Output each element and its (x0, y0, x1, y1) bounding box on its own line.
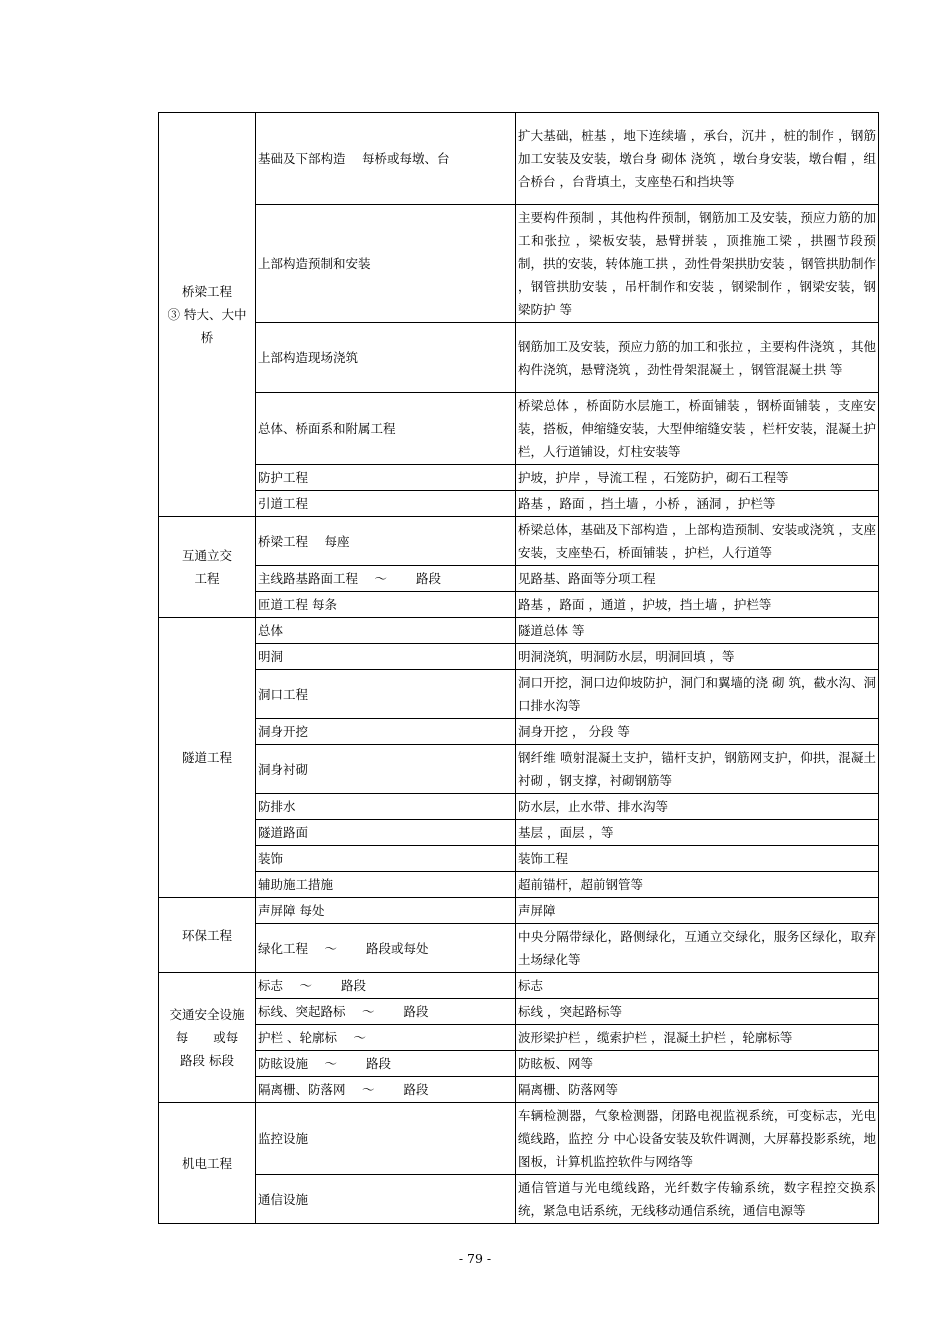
table-row (159, 973, 879, 999)
subitem-name: 隧道路面 (256, 820, 516, 846)
subitem-name: 监控设施 (256, 1103, 516, 1175)
table-row (159, 491, 879, 517)
subitem-name: 上部构造预制和安装 (256, 205, 516, 323)
table-row (159, 670, 879, 719)
subitem-name: 标线、突起路标 ～ 路段 (256, 999, 516, 1025)
subitem-description: 车辆检测器，气象检测器，闭路电视监视系统，可变标志，光电缆线路，监控 分 中心设备安装及软件调测，大屏幕投影系统，地图板，计算机监控软件与网络等 (516, 1103, 879, 1175)
work-breakdown-table (158, 112, 879, 1224)
subitem-description: 路基 ，路面 ，挡土墙 ，小桥 ，涵洞 ，护栏等 (516, 491, 879, 517)
subitem-name: 绿化工程 ～ 路段或每处 (256, 924, 516, 973)
subitem-description: 桥梁总体 ，桥面防水层施工，桥面铺装 ，钢桥面铺装 ，支座安装，搭板，伸缩缝安装，大型伸缩缝安装 ，栏杆安装，混凝土护栏，人行道铺设，灯柱安装等 (516, 393, 879, 465)
subitem-description: 装饰工程 (516, 846, 879, 872)
subitem-description: 护坡，护岸 ，导流工程 ，石笼防护，砌石工程等 (516, 465, 879, 491)
subitem-description: 洞口开挖，洞口边仰坡防护，洞门和翼墙的浇 砌 筑，截水沟、洞口排水沟等 (516, 670, 879, 719)
subitem-description: 洞身开挖 ， 分段 等 (516, 719, 879, 745)
subitem-description: 钢筋加工及安装，预应力筋的加工和张拉 ，主要构件浇筑 ，其他构件浇筑，悬臂浇筑 ，劲性骨架混凝土 ，钢管混凝土拱 等 (516, 323, 879, 393)
table-row (159, 999, 879, 1025)
subitem-name: 辅助施工措施 (256, 872, 516, 898)
category-cell (159, 113, 256, 517)
subitem-name: 通信设施 (256, 1175, 516, 1224)
subitem-description: 声屏障 (516, 898, 879, 924)
table-row (159, 745, 879, 794)
category-label: 桥 (200, 330, 214, 345)
category-label: 桥梁工程 (181, 284, 232, 299)
table-row (159, 898, 879, 924)
subitem-description: 防水层，止水带、排水沟等 (516, 794, 879, 820)
subitem-name: 洞口工程 (256, 670, 516, 719)
subitem-name: 基础及下部构造 每桥或每墩、台 (256, 113, 516, 205)
subitem-description: 明洞浇筑，明洞防水层，明洞回填 ，等 (516, 644, 879, 670)
subitem-description: 见路基、路面等分项工程 (516, 566, 879, 592)
subitem-description: 基层 ，面层 ，等 (516, 820, 879, 846)
subitem-name: 声屏障 每处 (256, 898, 516, 924)
subitem-name: 标志 ～ 路段 (256, 973, 516, 999)
subitem-description: 隔离栅、防落网等 (516, 1077, 879, 1103)
subitem-name: 引道工程 (256, 491, 516, 517)
subitem-name: 桥梁工程 每座 (256, 517, 516, 566)
subitem-description: 路基 ，路面 ，通道 ，护坡，挡土墙 ，护栏等 (516, 592, 879, 618)
table-body (159, 113, 879, 1224)
subitem-description: 隧道总体 等 (516, 618, 879, 644)
table-row (159, 1175, 879, 1224)
category-cell (159, 898, 256, 973)
category-label: 路段 标段 (180, 1053, 234, 1068)
subitem-name: 防护工程 (256, 465, 516, 491)
category-label: 隧道工程 (181, 750, 232, 765)
subitem-name: 防眩设施 ～ 路段 (256, 1051, 516, 1077)
category-label: 每 或每 (175, 1030, 239, 1045)
table-row (159, 113, 879, 205)
table-row (159, 719, 879, 745)
subitem-name: 总体 (256, 618, 516, 644)
table-row (159, 1103, 879, 1175)
table-row (159, 517, 879, 566)
subitem-description: 通信管道与光电缆线路，光纤数字传输系统，数字程控交换系统，紧急电话系统，无线移动通信系统，通信电源等 (516, 1175, 879, 1224)
subitem-name: 明洞 (256, 644, 516, 670)
category-label: 互通立交 (181, 548, 232, 563)
table-row (159, 872, 879, 898)
table-row (159, 566, 879, 592)
table-row (159, 1025, 879, 1051)
subitem-name: 洞身衬砌 (256, 745, 516, 794)
subitem-description: 标线 ，突起路标等 (516, 999, 879, 1025)
category-cell (159, 618, 256, 898)
subitem-name: 主线路基路面工程 ～ 路段 (256, 566, 516, 592)
table-row (159, 618, 879, 644)
subitem-name: 防排水 (256, 794, 516, 820)
table-row (159, 1077, 879, 1103)
subitem-name: 隔离栅、防落网 ～ 路段 (256, 1077, 516, 1103)
page-number: - 79 - (458, 1251, 492, 1266)
table-row (159, 465, 879, 491)
subitem-name: 匝道工程 每条 (256, 592, 516, 618)
table-row (159, 846, 879, 872)
category-cell (159, 1103, 256, 1224)
subitem-description: 主要构件预制 ，其他构件预制，钢筋加工及安装，预应力筋的加工和张拉 ，梁板安装，悬臂拼装 ，顶推施工梁 ，拱圈节段预制，拱的安装，转体施工拱 ，劲性骨架拱肋安装 ，钢管拱肋制作 ，钢管拱肋安装 ，吊杆制作和安装 ，钢梁制作 ，钢梁安装，钢梁防护 等 (516, 205, 879, 323)
category-label: ③ 特大、大中 (167, 307, 247, 322)
subitem-description: 中央分隔带绿化，路侧绿化，互通立交绿化，服务区绿化，取弃土场绿化等 (516, 924, 879, 973)
table-row (159, 644, 879, 670)
subitem-description: 标志 (516, 973, 879, 999)
subitem-name: 洞身开挖 (256, 719, 516, 745)
table-row (159, 794, 879, 820)
category-label: 交通安全设施 (169, 1007, 245, 1022)
subitem-name: 总体、桥面系和附属工程 (256, 393, 516, 465)
subitem-name: 护栏 、轮廓标 ～ (256, 1025, 516, 1051)
subitem-name: 上部构造现场浇筑 (256, 323, 516, 393)
subitem-description: 钢纤维 喷射混凝土支护，锚杆支护，钢筋网支护，仰拱，混凝土衬砌 ，钢支撑，衬砌钢筋等 (516, 745, 879, 794)
table-row (159, 205, 879, 323)
subitem-description: 波形梁护栏 ，缆索护栏 ，混凝土护栏 ，轮廓标等 (516, 1025, 879, 1051)
category-label: 机电工程 (181, 1155, 232, 1171)
subitem-description: 扩大基础，桩基 ，地下连续墙 ，承台，沉井 ，桩的制作 ，钢筋加工安装及安装，墩台身 砌体 浇筑 ，墩台身安装，墩台帽 ，组合桥台 ，台背填土，支座垫石和挡块等 (516, 113, 879, 205)
subitem-description: 桥梁总体，基础及下部构造 ，上部构造预制、安装或浇筑 ，支座安装，支座垫石，桥面铺装 ，护栏，人行道等 (516, 517, 879, 566)
category-cell (159, 517, 256, 618)
category-label: 环保工程 (181, 927, 232, 943)
subitem-name: 装饰 (256, 846, 516, 872)
category-label: 工程 (194, 571, 220, 586)
subitem-description: 超前锚杆，超前钢管等 (516, 872, 879, 898)
category-cell (159, 973, 256, 1103)
table-row (159, 924, 879, 973)
table-row (159, 393, 879, 465)
table-row (159, 820, 879, 846)
table-row (159, 1051, 879, 1077)
subitem-description: 防眩板、网等 (516, 1051, 879, 1077)
table-row (159, 323, 879, 393)
table-row (159, 592, 879, 618)
